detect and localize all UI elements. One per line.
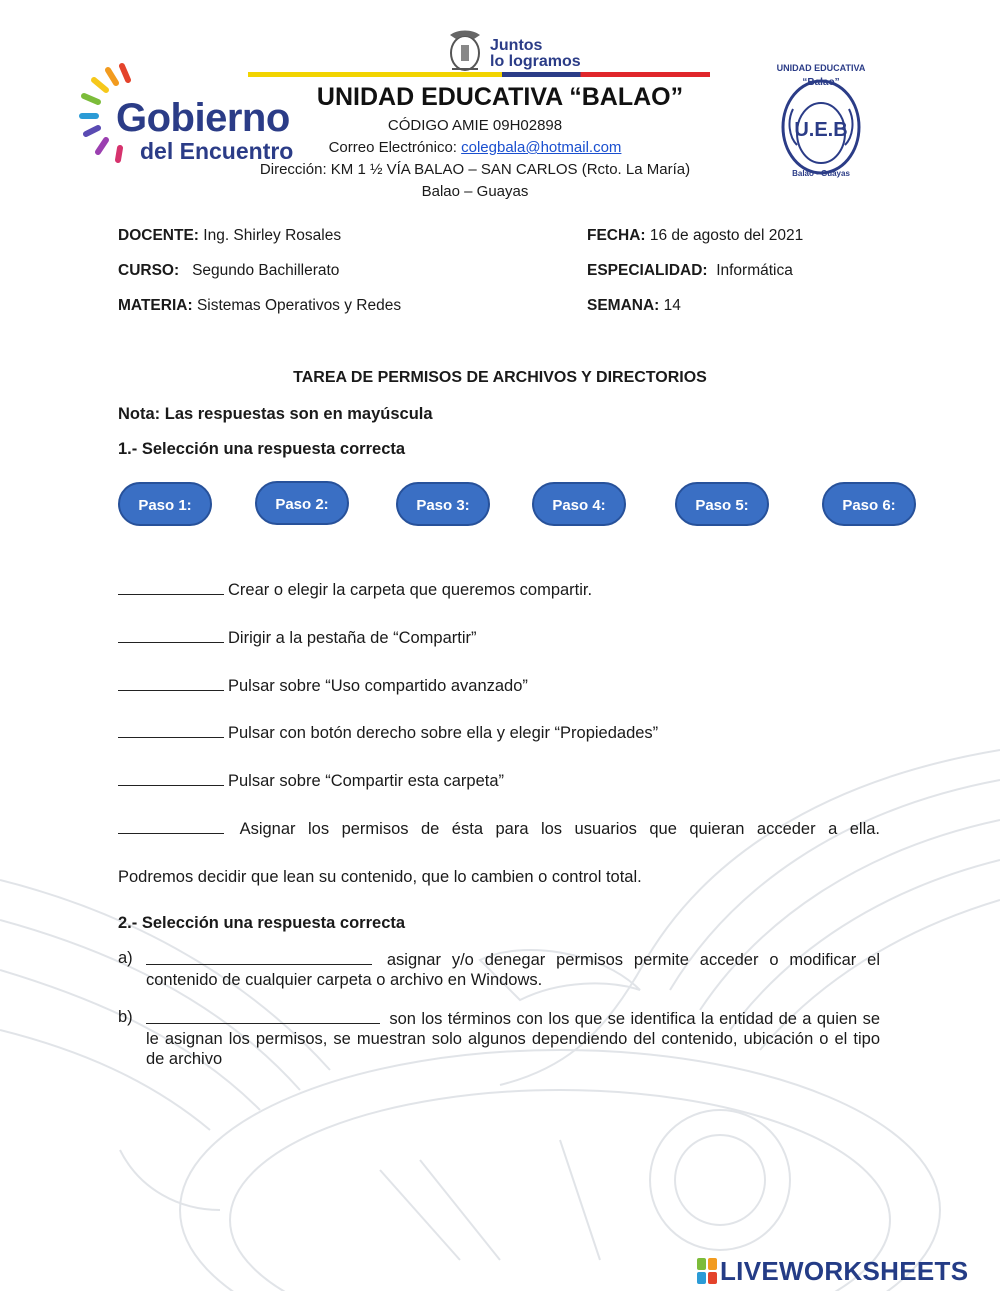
step-1-button[interactable]: Paso 1: <box>118 482 212 526</box>
gov-logo-line2: del Encuentro <box>140 138 294 164</box>
especialidad-row <box>587 262 793 280</box>
q1-answer-blank-1[interactable] <box>118 580 224 595</box>
ecuador-seal-icon <box>444 25 486 75</box>
city: Balao – Guayas <box>421 183 529 200</box>
fecha-row <box>587 227 803 245</box>
step-2-button[interactable]: Paso 2: <box>255 481 349 525</box>
crest-bottom-text: Balao - Guayas <box>792 169 850 178</box>
especialidad-value: Informática <box>716 262 793 279</box>
q1-answer-blank-4[interactable] <box>118 723 224 738</box>
crest-ring-text: UNIDAD EDUCATIVA <box>776 63 866 73</box>
slogan <box>490 38 581 70</box>
curso-label: CURSO: <box>118 262 180 279</box>
liveworksheets-text: LIVEWORKSHEETS <box>720 1256 969 1286</box>
curso-row <box>118 262 339 280</box>
step-4-button[interactable]: Paso 4: <box>532 482 626 526</box>
liveworksheets-badge-icon <box>697 1258 717 1284</box>
q2-item-a-body: asignar y/o denegar permisos permite acceder o modificar el contenido de cualquier carpeta o archivo en Windows. <box>146 951 880 989</box>
gov-logo-line1: Gobierno <box>116 96 290 140</box>
q1-item-5-text: Pulsar sobre “Compartir esta carpeta” <box>228 772 505 790</box>
school-name: UNIDAD EDUCATIVA “BALAO” <box>316 83 684 111</box>
materia-value: Sistemas Operativos y Redes <box>196 297 402 314</box>
q2-answer-b-input[interactable] <box>146 1007 380 1024</box>
question-1-title: 1.- Selección una respuesta correcta <box>118 440 406 458</box>
question-2-title: 2.- Selección una respuesta correcta <box>118 914 406 932</box>
amie-code: CÓDIGO AMIE 09H02898 <box>387 117 563 134</box>
docente-label: DOCENTE: <box>118 227 199 244</box>
q1-answer-blank-3[interactable] <box>118 676 224 691</box>
q1-answer-blank-2[interactable] <box>118 628 224 643</box>
materia-row <box>118 297 401 315</box>
step-3-button[interactable]: Paso 3: <box>396 482 490 526</box>
q2-item-a <box>118 948 880 990</box>
crest-quote: “Balao” <box>802 77 840 88</box>
q1-item-4 <box>118 723 658 743</box>
slogan-line2: lo logramos <box>490 53 581 70</box>
docente-row <box>118 227 341 245</box>
q1-item-6-text: Asignar los permisos de ésta para los usuarios que quieran acceder a ella. <box>239 820 880 838</box>
curso-value: Segundo Bachillerato <box>192 262 340 279</box>
semana-value: 14 <box>663 297 681 314</box>
q2-item-a-label: a) <box>118 949 133 967</box>
q1-item-3-text: Pulsar sobre “Uso compartido avanzado” <box>228 677 528 695</box>
q2-item-b <box>118 1007 880 1069</box>
materia-label: MATERIA: <box>118 297 193 314</box>
q1-item-4-text: Pulsar con botón derecho sobre ella y elegir “Propiedades” <box>228 724 659 742</box>
especialidad-label: ESPECIALIDAD: <box>587 262 708 279</box>
semana-label: SEMANA: <box>587 297 660 314</box>
slogan-line1: Juntos <box>490 37 543 54</box>
q1-item-2-text: Dirigir a la pestaña de “Compartir” <box>228 629 477 647</box>
flag-color-bar <box>248 72 710 77</box>
liveworksheets-logo[interactable] <box>697 1256 968 1287</box>
q1-item-6 <box>118 819 880 839</box>
task-title: TAREA DE PERMISOS DE ARCHIVOS Y DIRECTORIOS <box>293 369 707 386</box>
fecha-label: FECHA: <box>587 227 646 244</box>
q1-answer-blank-6[interactable] <box>118 819 224 834</box>
email-line <box>250 139 700 156</box>
q1-answer-blank-5[interactable] <box>118 771 224 786</box>
note: Nota: Las respuestas son en mayúscula <box>118 405 433 423</box>
q1-continuation: Podremos decidir que lean su contenido, que lo cambien o control total. <box>118 868 642 886</box>
email-link[interactable]: colegbala@hotmail.com <box>461 139 622 156</box>
q1-item-5 <box>118 771 504 791</box>
q2-item-b-label: b) <box>118 1008 133 1026</box>
crest-initials: U.E.B <box>794 119 848 141</box>
q1-item-1 <box>118 580 592 600</box>
email-label: Correo Electrónico: <box>328 139 462 156</box>
q2-answer-a-input[interactable] <box>146 948 372 965</box>
q1-item-3 <box>118 676 528 696</box>
address: Dirección: KM 1 ½ VÍA BALAO – SAN CARLOS (Rcto. La María) <box>259 161 691 178</box>
q2-item-a-text <box>146 948 880 990</box>
fecha-value: 16 de agosto del 2021 <box>649 227 804 244</box>
q1-item-2 <box>118 628 477 648</box>
step-5-button[interactable]: Paso 5: <box>675 482 769 526</box>
step-6-button[interactable]: Paso 6: <box>822 482 916 526</box>
q2-item-b-text <box>146 1007 880 1069</box>
q2-item-b-body: son los términos con los que se identifica la entidad de a quien se le asignan los permisos, se muestran solo algunos dependiendo del contenido, ubicación o el tipo de archivo <box>146 1010 880 1068</box>
docente-value: Ing. Shirley Rosales <box>203 227 342 244</box>
ueb-school-logo <box>775 57 867 185</box>
semana-row <box>587 297 681 315</box>
q1-item-1-text: Crear o elegir la carpeta que queremos compartir. <box>228 581 593 599</box>
